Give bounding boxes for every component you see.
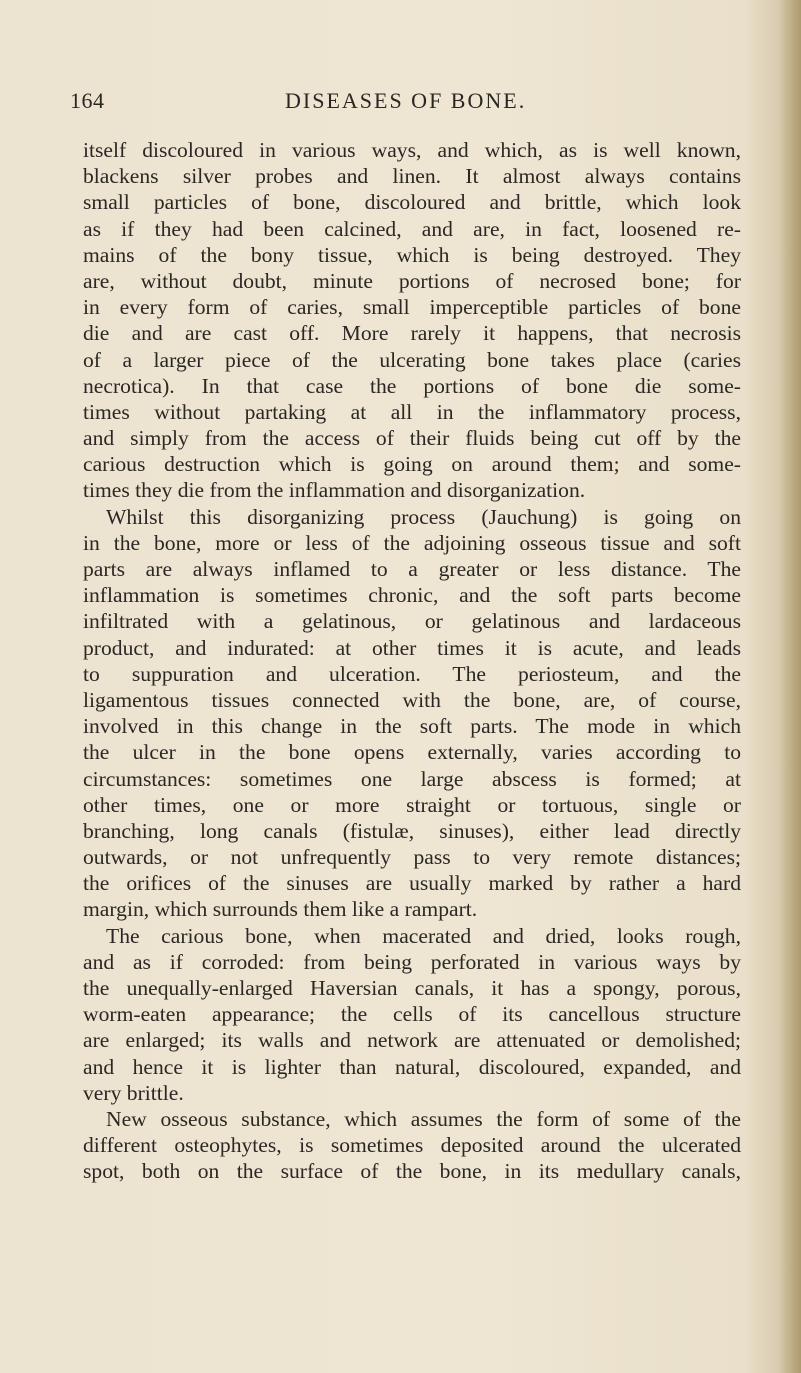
text-line: in the bone, more or less of the adjoining osseous tissue and soft: [83, 530, 741, 555]
text-line: and simply from the access of their fluids being cut off by the: [83, 426, 741, 451]
text-line: ligamentous tissues connected with the bone, are, of course,: [83, 687, 741, 712]
text-line: times without partaking at all in the inflammatory process,: [83, 399, 741, 424]
text-line: product, and indurated: at other times it is acute, and leads: [83, 635, 741, 660]
text-line: infiltrated with a gelatinous, or gelatinous and lardaceous: [83, 609, 741, 634]
paragraph: [83, 137, 741, 504]
text-line: itself discoloured in various ways, and which, as is well known,: [83, 138, 741, 162]
text-line: the unequally-enlarged Haversian canals, it has a spongy, porous,: [83, 976, 741, 1000]
text-line: New osseous substance, which assumes the form of some of the: [106, 1106, 741, 1131]
text-line: as if they had been calcined, and are, in fact, loosened re-: [83, 216, 741, 241]
text-line: die and are cast off. More rarely it happens, that necrosis: [83, 321, 741, 346]
text-line: times they die from the inflammation and disorganization.: [83, 478, 586, 503]
text-line: inflammation is sometimes chronic, and the soft parts become: [83, 583, 741, 608]
page-number: 164: [70, 88, 105, 113]
text-line: are enlarged; its walls and network are attenuated or demolished;: [83, 1028, 741, 1053]
running-title: DISEASES OF BONE.: [285, 88, 527, 113]
text-line: are, without doubt, minute portions of necrosed bone; for: [83, 268, 741, 293]
text-line: of a larger piece of the ulcerating bone takes place (caries: [83, 347, 741, 372]
text-line: different osteophytes, is sometimes deposited around the ulcerated: [83, 1133, 741, 1158]
paragraph: [83, 1106, 741, 1185]
text-line: the ulcer in the bone opens externally, varies according to: [83, 740, 741, 765]
text-line: The carious bone, when macerated and dried, looks rough,: [106, 923, 741, 948]
text-line: involved in this change in the soft parts. The mode in which: [83, 714, 741, 739]
text-line: necrotica). In that case the portions of bone die some-: [83, 373, 741, 398]
text-line: mains of the bony tissue, which is being destroyed. They: [83, 242, 741, 267]
body-text: [83, 137, 741, 1185]
text-line: and as if corroded: from being perforated in various ways by: [83, 949, 741, 974]
text-line: and hence it is lighter than natural, discoloured, expanded, and: [83, 1054, 741, 1079]
text-line: carious destruction which is going on around them; and some-: [83, 452, 741, 477]
text-line: in every form of caries, small imperceptible particles of bone: [83, 295, 741, 320]
text-line: Whilst this disorganizing process (Jauchung) is going on: [106, 504, 741, 529]
text-line: worm-eaten appearance; the cells of its cancellous structure: [83, 1002, 741, 1027]
paragraph: [83, 923, 741, 1106]
text-line: parts are always inflamed to a greater or less distance. The: [83, 557, 741, 581]
text-line: blackens silver probes and linen. It almost always contains: [83, 164, 741, 189]
text-line: circumstances: sometimes one large abscess is formed; at: [83, 766, 741, 791]
text-line: spot, both on the surface of the bone, in its medullary canals,: [83, 1159, 741, 1184]
text-line: outwards, or not unfrequently pass to very remote distances;: [83, 845, 741, 870]
page-edge-shading: [779, 0, 801, 1373]
text-line: branching, long canals (fistulæ, sinuses), either lead directly: [83, 818, 741, 843]
text-line: very brittle.: [83, 1080, 184, 1105]
text-line: the orifices of the sinuses are usually marked by rather a hard: [83, 871, 741, 896]
text-line: small particles of bone, discoloured and brittle, which look: [83, 190, 741, 215]
page-header: [70, 88, 730, 124]
text-line: to suppuration and ulceration. The periosteum, and the: [83, 661, 741, 686]
text-line: margin, which surrounds them like a rampart.: [83, 897, 478, 922]
paragraph: [83, 504, 741, 923]
text-line: other times, one or more straight or tortuous, single or: [83, 792, 741, 817]
